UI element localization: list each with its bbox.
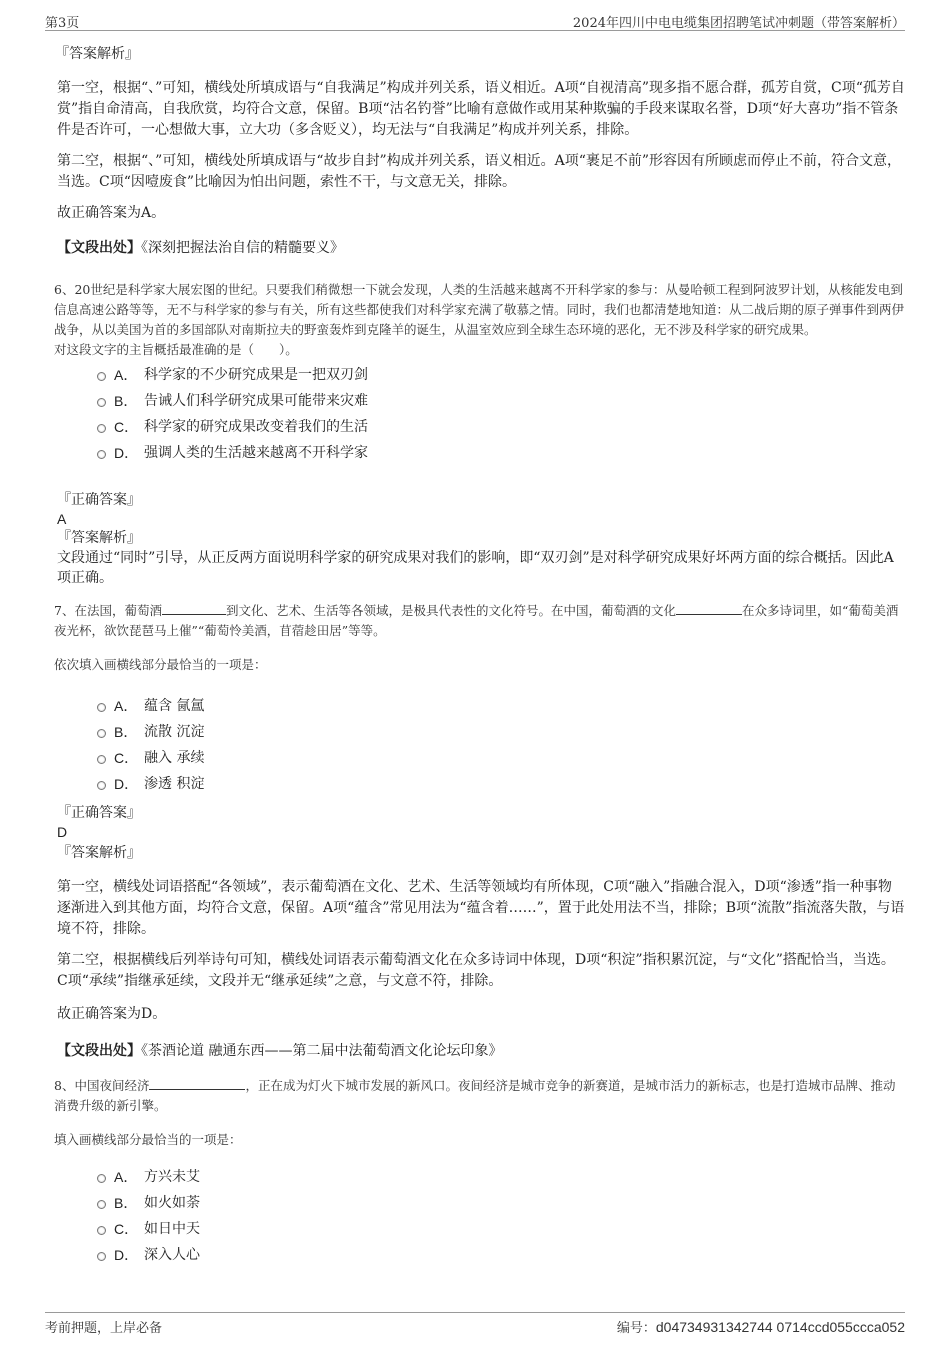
- q7-stem: 7、在法国，葡萄酒 到文化、艺术、生活等各领域，是极具代表性的文化符号。在中国，葡萄酒的文化 在众多诗词里，如“葡萄美酒夜光杯，欲饮琵琶马上催”“葡萄怜美酒，苜蓿趁田居”等等。: [54, 600, 905, 641]
- q7-source-text: 《茶酒论道 融通东西——第二届中法葡萄酒文化论坛印象》: [141, 1043, 503, 1059]
- q5-analysis-label: 『答案解析』: [55, 46, 139, 62]
- q7-options: [57, 693, 905, 797]
- radio-icon[interactable]: [97, 781, 106, 790]
- blank-line: [149, 1075, 245, 1090]
- q6-stem: 6、20世纪是科学家大展宏图的世纪。只要我们稍微想一下就会发现，人类的生活越来越离不开科学家的参与：从曼哈顿工程到阿波罗计划，从核能发电到信息高速公路等等，无不与科学家的参与有关，所有这些都使我们对科学家充满了敬慕之情。同时，我们也都清楚地知道：从二战后期的原子弹事件到两伊战争，从以美国为首的多国部队对南斯拉夫的野蛮轰炸到克隆羊的诞生，从温室效应到全球生态环境的恶化，无不涉及科学家的研究成果。: [54, 282, 905, 337]
- q7-option-a[interactable]: A． 蕴含 氤氲: [57, 693, 905, 719]
- q6-option-b[interactable]: B． 告诫人们科学研究成果可能带来灾难: [57, 388, 905, 414]
- q8-stem: 8、中国夜间经济 ，正在成为灯火下城市发展的新风口。夜间经济是城市竞争的新赛道，是城市活力的新标志，也是打造城市品牌、推动消费升级的新引擎。: [54, 1075, 905, 1116]
- q5-source-text: 《深刻把握法治自信的精髓要义》: [141, 240, 344, 256]
- q7-analysis-p1: 第一空，横线处词语搭配“各领域”，表示葡萄酒在文化、艺术、生活等领域均有所体现，C项“融入”指融合混入，D项“渗透”指一种事物逐渐进入到其他方面，均符合文意，保留。A项“蕴含”常见用法为“蕴含着……”，置于此处用法不当，排除；B项“流散”指流落失散，与语境不符，排除。: [57, 879, 905, 937]
- q6-question: 对这段文字的主旨概括最准确的是（ ）。: [54, 342, 298, 357]
- q7-correct-answer: D: [57, 824, 68, 840]
- blank-line: [676, 600, 742, 615]
- q7-question: 依次填入画横线部分最恰当的一项是：: [54, 657, 267, 672]
- q5-analysis-p3: 故正确答案为A。: [57, 205, 166, 221]
- radio-icon[interactable]: [97, 398, 106, 407]
- footer-code: 编号：d04734931342744 0714ccd055ccca052: [616, 1319, 905, 1336]
- q8-option-d[interactable]: D． 深入人心: [57, 1242, 905, 1268]
- q6-analysis-label: 『答案解析』: [57, 530, 141, 546]
- radio-icon[interactable]: [97, 450, 106, 459]
- radio-icon[interactable]: [97, 372, 106, 381]
- q7-analysis-p2: 第二空，根据横线后列举诗句可知，横线处词语表示葡萄酒文化在众多诗词中体现，D项“积淀”指积累沉淀，与“文化”搭配恰当，当选。C项“承续”指继承延续，文段并无“继承延续”之意，与文意不符，排除。: [57, 952, 895, 989]
- q8-option-c[interactable]: C． 如日中天: [57, 1216, 905, 1242]
- radio-icon[interactable]: [97, 1200, 106, 1209]
- q8-option-a[interactable]: A． 方兴未艾: [57, 1164, 905, 1190]
- q8-options: [57, 1164, 905, 1268]
- radio-icon[interactable]: [97, 1252, 106, 1261]
- page-number: 第3页: [45, 16, 80, 31]
- radio-icon[interactable]: [97, 755, 106, 764]
- q7-option-d[interactable]: D． 渗透 积淀: [57, 771, 905, 797]
- q8-question: 填入画横线部分最恰当的一项是：: [54, 1132, 242, 1147]
- document-code: d04734931342744 0714ccd055ccca052: [655, 1319, 905, 1335]
- q7-source: [57, 1041, 905, 1061]
- footer-slogan: 考前押题，上岸必备: [45, 1321, 163, 1336]
- q7-option-c[interactable]: C． 融入 承续: [57, 745, 905, 771]
- q6-option-d[interactable]: D． 强调人类的生活越来越离不开科学家: [57, 440, 905, 466]
- page-content: [54, 44, 905, 1268]
- radio-icon[interactable]: [97, 1226, 106, 1235]
- blank-line: [162, 600, 226, 615]
- q5-source-label: 【文段出处】: [57, 240, 141, 256]
- q6-correct-answer: A: [57, 511, 67, 527]
- page-header: [45, 8, 905, 31]
- radio-icon[interactable]: [97, 729, 106, 738]
- radio-icon[interactable]: [97, 424, 106, 433]
- q6-analysis: 文段通过“同时”引导，从正反两方面说明科学家的研究成果对我们的影响，即“双刃剑”是对科学研究成果好坏两方面的综合概括。因此A项正确。: [57, 550, 894, 586]
- q7-analysis-label: 『答案解析』: [57, 845, 141, 861]
- q5-analysis-p1: 第一空，根据“、”可知，横线处所填成语与“自我满足”构成并列关系，语义相近。A项“自视清高”现多指不愿合群，孤芳自赏，C项“孤芳自赏”指自命清高，自我欣赏，均符合文意，保留。B项“沽名钓誉”比喻有意做作或用某种欺骗的手段来谋取名誉，D项“好大喜功”指不管条件是否许可，一心想做大事，立大功（多含贬义），均无法与“自我满足”构成并列关系，排除。: [57, 80, 905, 138]
- radio-icon[interactable]: [97, 1174, 106, 1183]
- radio-icon[interactable]: [97, 703, 106, 712]
- q7-analysis-p3: 故正确答案为D。: [57, 1006, 167, 1022]
- q6-options: [57, 362, 905, 466]
- q7-correct-label: 『正确答案』: [57, 805, 141, 821]
- q5-analysis-p2: 第二空，根据“、”可知，横线处所填成语与“故步自封”构成并列关系，语义相近。A项“裹足不前”形容因有所顾虑而停止不前，符合文意，当选。C项“因噎废食”比喻因为怕出问题，索性不干，与文意无关，排除。: [57, 153, 902, 190]
- q6-option-c[interactable]: C． 科学家的研究成果改变着我们的生活: [57, 414, 905, 440]
- q6-option-a[interactable]: A． 科学家的不少研究成果是一把双刃剑: [57, 362, 905, 388]
- q6-correct-label: 『正确答案』: [57, 492, 141, 508]
- q7-option-b[interactable]: B． 流散 沉淀: [57, 719, 905, 745]
- page-footer: [45, 1312, 905, 1339]
- q5-source: [57, 238, 905, 258]
- q8-option-b[interactable]: B． 如火如荼: [57, 1190, 905, 1216]
- document-title: 2024年四川中电电缆集团招聘笔试冲刺题（带答案解析）: [572, 16, 905, 31]
- q7-source-label: 【文段出处】: [57, 1043, 141, 1059]
